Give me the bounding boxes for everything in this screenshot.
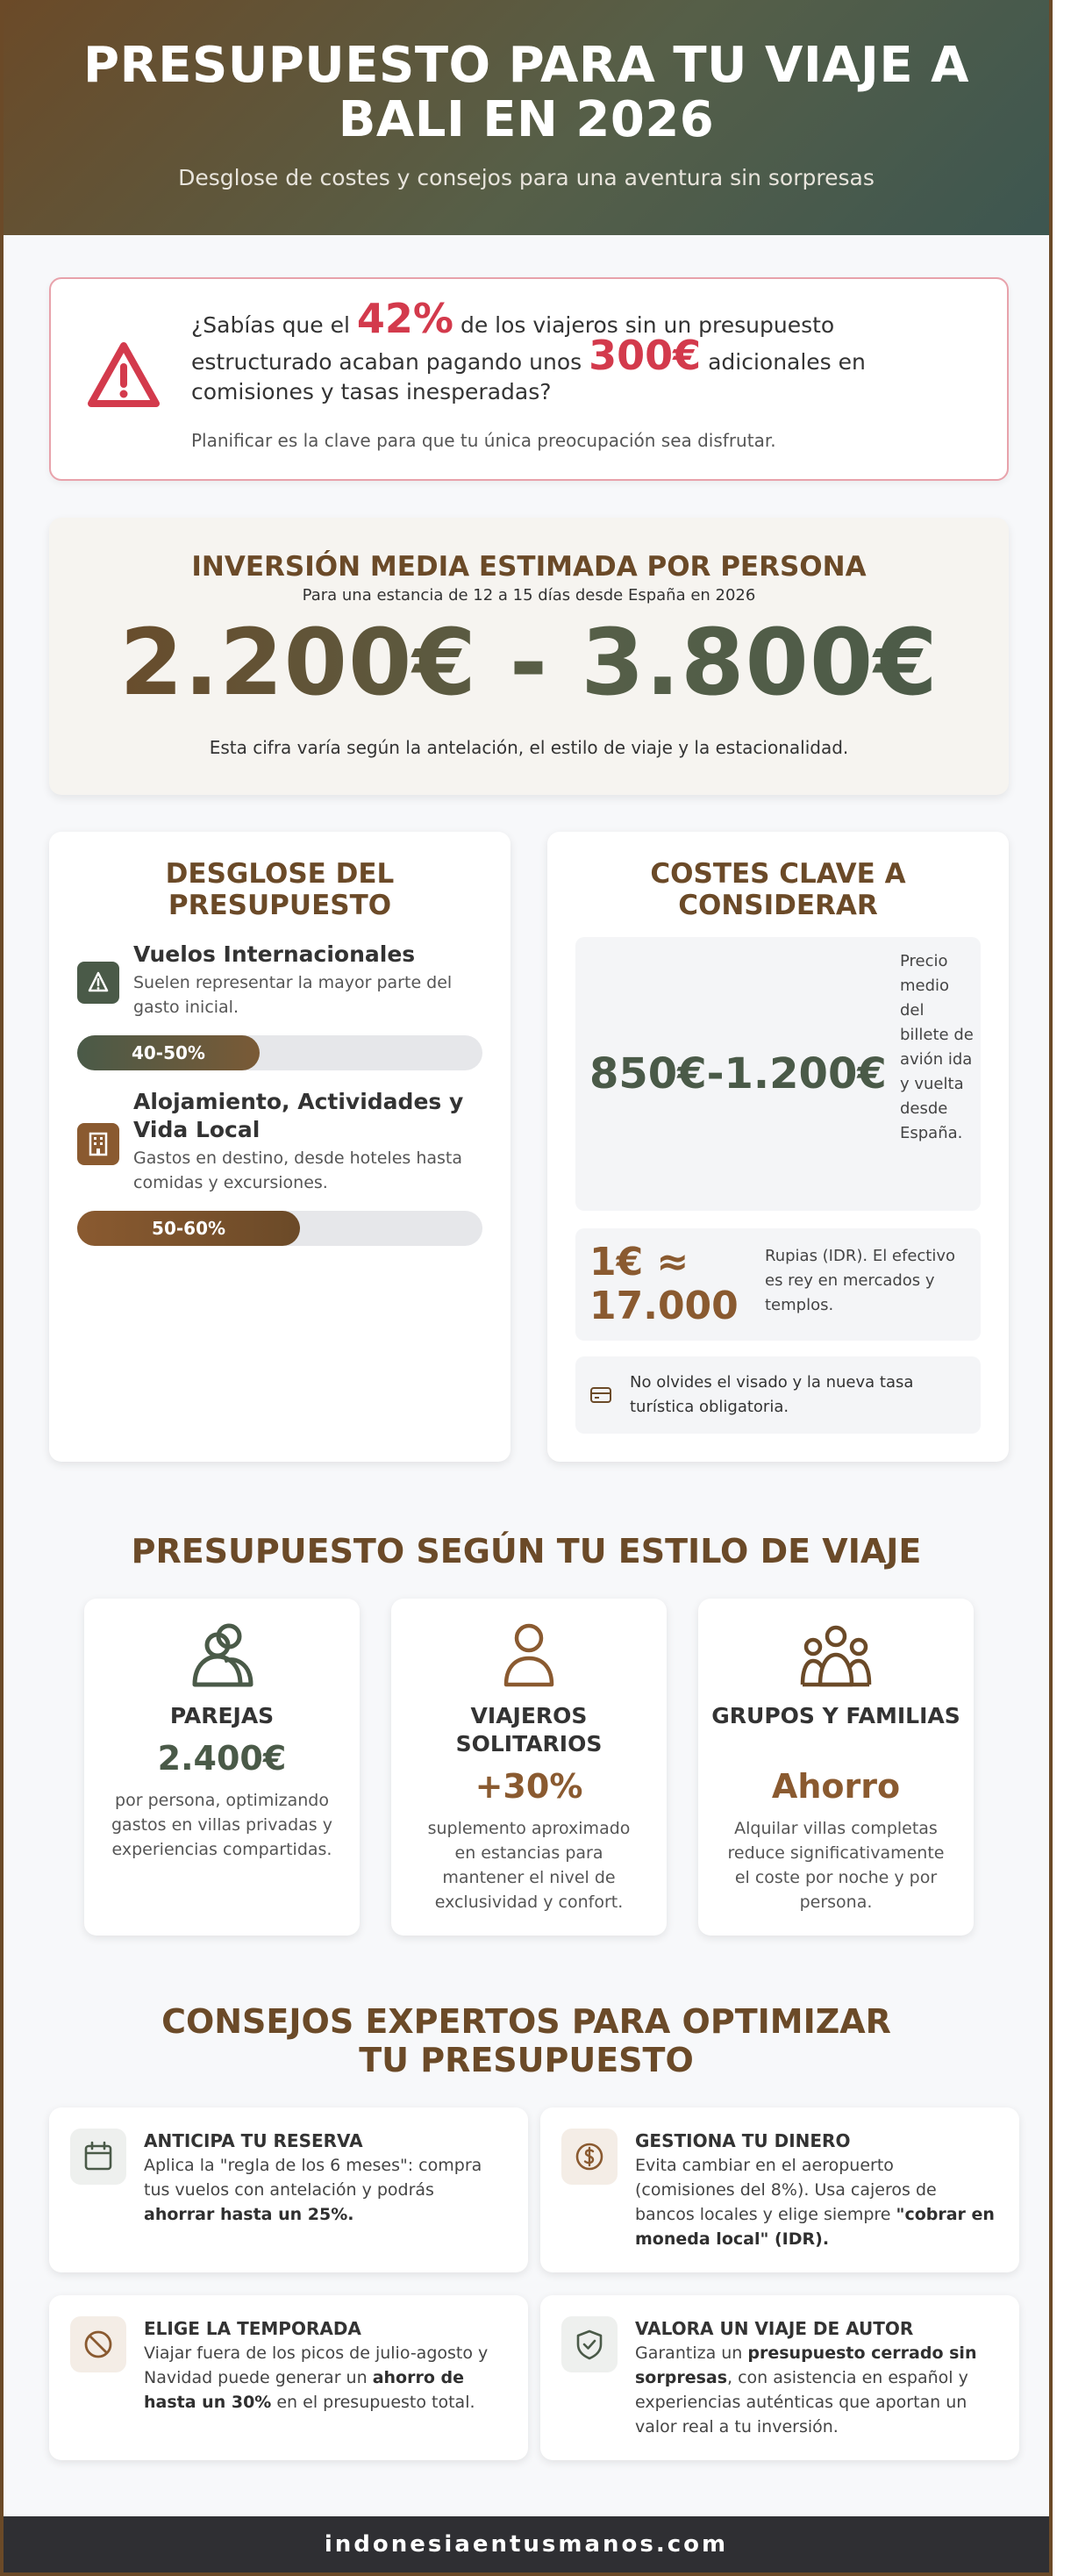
flight-price-desc: Precio medio del billete de avión ida y vuelta desde España. — [900, 952, 974, 1142]
tip-card — [540, 2107, 1019, 2272]
visa-note: No olvides el visado y la nueva tasa turística obligatoria. — [630, 1373, 914, 1416]
couple-icon — [84, 1621, 360, 1688]
investment-title: INVERSIÓN MEDIA ESTIMADA POR PERSONA — [191, 551, 867, 583]
style-name: VIAJEROS SOLITARIOS — [455, 1703, 603, 1757]
progress-fill: 40-50% — [77, 1035, 260, 1070]
warning-text-part: de los viajeros sin un presupuesto estructurado acaban pagando unos — [191, 312, 835, 375]
hero-banner — [4, 0, 1049, 235]
breakdown-item-title: Alojamiento, Actividades y Vida Local — [133, 1089, 464, 1142]
progress-bar-flights — [77, 1035, 482, 1070]
tip-card — [540, 2295, 1019, 2460]
breakdown-item-title: Vuelos Internacionales — [133, 941, 416, 967]
solo-traveler-icon — [391, 1621, 667, 1688]
tips-title: CONSEJOS EXPERTOS PARA OPTIMIZAR TU PRESUPUESTO — [161, 2002, 891, 2079]
footer — [4, 2516, 1049, 2572]
key-costs-card — [547, 832, 1009, 1462]
warning-note: Planificar es la clave para que tu única preocupación sea disfrutar. — [191, 430, 776, 451]
footer-link[interactable]: indonesiaentusmanos.com — [324, 2531, 729, 2558]
tip-highlight: "cobrar en moneda local" (IDR). — [635, 2205, 995, 2249]
style-value: +30% — [475, 1767, 583, 1806]
exchange-rate-value: 1€ ≈ 17.000 — [589, 1240, 739, 1328]
page-title: PRESUPUESTO PARA TU VIAJE A BALI EN 2026 — [83, 37, 969, 148]
exchange-rate-box — [575, 1228, 981, 1341]
budget-breakdown-card — [49, 832, 511, 1462]
tip-desc — [144, 2341, 503, 2415]
money-icon — [561, 2129, 618, 2185]
shield-check-icon — [561, 2316, 618, 2372]
warning-text-part: adicionales en comisiones y tasas inesperadas? — [191, 349, 866, 404]
progress-bar-accommodation — [77, 1211, 482, 1246]
tip-highlight: presupuesto cerrado sin sorpresas — [635, 2343, 977, 2387]
stat-amount: 300€ — [589, 332, 702, 379]
tip-text: Evita cambiar en el aeropuerto (comisiones del 8%). Usa cajeros de bancos locales y elige siempre — [635, 2156, 937, 2224]
tip-highlight: ahorrar hasta un 25%. — [144, 2205, 354, 2224]
flight-price-box — [575, 937, 981, 1211]
style-desc: por persona, optimizando gastos en villas privadas y experiencias compartidas. — [111, 1791, 332, 1859]
tip-title: GESTIONA TU DINERO — [635, 2130, 851, 2151]
style-value: Ahorro — [771, 1767, 901, 1806]
ban-icon — [70, 2316, 126, 2372]
tip-text: Viajar fuera de los picos de julio-agosto y Navidad puede generar un — [144, 2343, 489, 2387]
investment-note: Esta cifra varía según la antelación, el estilo de viaje y la estacionalidad. — [209, 737, 849, 758]
progress-fill: 50-60% — [77, 1211, 300, 1246]
style-value: 2.400€ — [157, 1739, 287, 1778]
breakdown-title: DESGLOSE DEL PRESUPUESTO — [165, 858, 395, 921]
breakdown-item-desc: Gastos en destino, desde hoteles hasta comidas y excursiones. — [133, 1148, 462, 1192]
tip-card — [49, 2295, 528, 2460]
travel-styles-title: PRESUPUESTO SEGÚN TU ESTILO DE VIAJE — [131, 1532, 922, 1571]
tip-desc — [635, 2153, 995, 2251]
building-icon — [77, 1123, 119, 1165]
tip-highlight: ahorro de hasta un 30% — [144, 2368, 464, 2412]
tip-title: ANTICIPA TU RESERVA — [144, 2130, 363, 2151]
flight-price-value: 850€-1.200€ — [589, 1049, 887, 1098]
tip-text: , con asistencia en español y experiencias auténticas que aportan un valor real a tu inversión. — [635, 2368, 968, 2436]
style-card-solo — [391, 1599, 667, 1936]
tip-desc — [635, 2341, 995, 2439]
plane-warning-icon — [77, 962, 119, 1004]
group-icon — [698, 1621, 974, 1688]
investment-subtitle: Para una estancia de 12 a 15 días desde España en 2026 — [302, 586, 756, 605]
style-name: GRUPOS Y FAMILIAS — [711, 1703, 960, 1728]
exchange-rate-desc: Rupias (IDR). El efectivo es rey en mercados y templos. — [765, 1247, 956, 1314]
investment-panel — [49, 518, 1009, 795]
tip-card — [49, 2107, 528, 2272]
style-card-couples — [84, 1599, 360, 1936]
visa-note-box — [575, 1356, 981, 1434]
credit-card-icon — [589, 1385, 612, 1406]
stat-percentage: 42% — [356, 295, 453, 342]
style-desc: suplemento aproximado en estancias para mantener el nivel de exclusividad y confort. — [427, 1819, 631, 1912]
page-subtitle: Desglose de costes y consejos para una aventura sin sorpresas — [178, 165, 875, 190]
key-costs-title: COSTES CLAVE A CONSIDERAR — [650, 858, 906, 921]
warning-text — [191, 295, 981, 407]
tip-text: Aplica la "regla de los 6 meses": compra tus vuelos con antelación y podrás — [144, 2156, 482, 2200]
tip-text: Garantiza un — [635, 2343, 748, 2363]
calendar-icon — [70, 2129, 126, 2185]
breakdown-item-desc: Suelen representar la mayor parte del gasto inicial. — [133, 973, 453, 1017]
style-name: PAREJAS — [169, 1703, 275, 1728]
style-desc: Alquilar villas completas reduce significativamente el coste por noche y por persona. — [727, 1819, 945, 1912]
warning-icon — [86, 340, 161, 411]
style-card-groups — [698, 1599, 974, 1936]
tip-text: en el presupuesto total. — [271, 2393, 475, 2412]
warning-callout — [49, 277, 1009, 481]
tip-title: VALORA UN VIAJE DE AUTOR — [635, 2318, 914, 2339]
tip-desc — [144, 2153, 503, 2227]
tip-title: ELIGE LA TEMPORADA — [144, 2318, 361, 2339]
investment-amount: 2.200€ - 3.800€ — [49, 609, 1009, 716]
warning-text-part: ¿Sabías que el — [191, 312, 357, 338]
